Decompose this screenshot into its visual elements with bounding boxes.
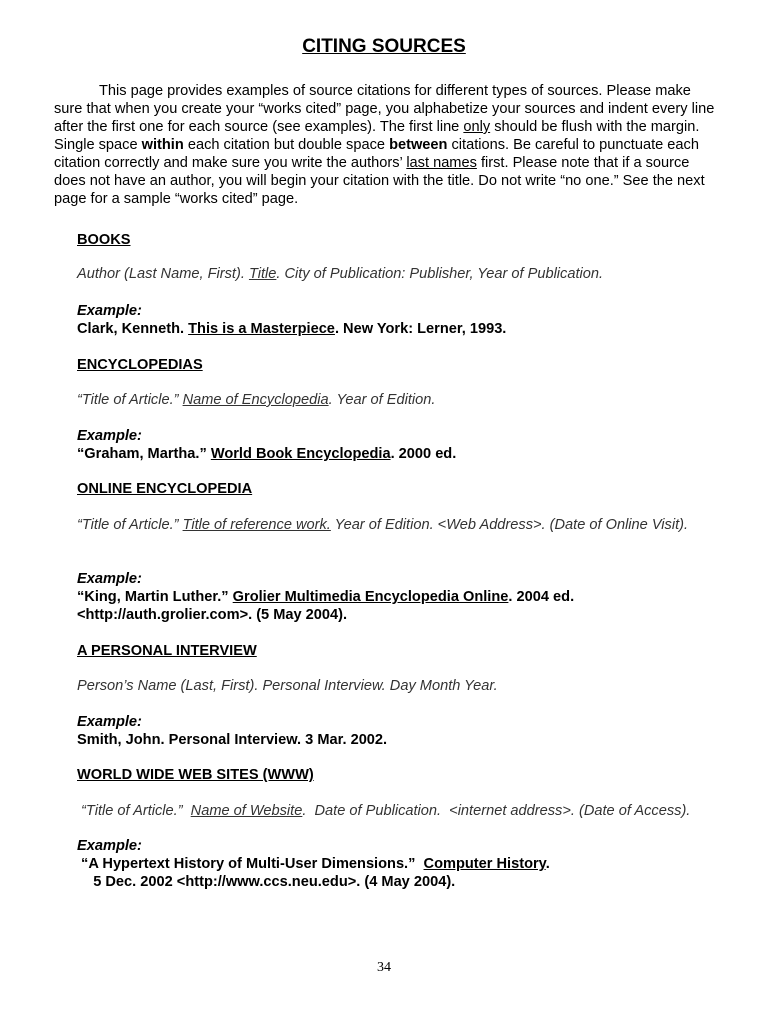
example-label: Example: xyxy=(77,714,142,730)
section-heading: WORLD WIDE WEB SITES (WWW) xyxy=(77,767,314,783)
format-text: . Year of Edition. xyxy=(328,392,436,408)
online-encyclopedia-format xyxy=(77,516,727,534)
encyclopedias-example xyxy=(77,427,727,463)
intro-paragraph xyxy=(54,82,722,208)
intro-text-2: should be flush with the margin. Single space xyxy=(54,119,700,153)
example-label: Example: xyxy=(77,303,142,319)
section-heading: ENCYCLOPEDIAS xyxy=(77,357,203,373)
interview-heading xyxy=(77,642,727,660)
page-title: CITING SOURCES xyxy=(302,36,466,57)
intro-between: between xyxy=(389,137,448,153)
books-format xyxy=(77,265,727,283)
intro-text-3: each citation but double space xyxy=(183,137,390,153)
format-title: Name of Website xyxy=(190,803,303,819)
intro-last-names: last names xyxy=(406,155,477,171)
example-citation xyxy=(77,855,727,873)
example-label: Example: xyxy=(77,838,142,854)
example-text: “King, Martin Luther.” xyxy=(77,589,233,605)
format-text: “Title of Article.” xyxy=(77,517,183,533)
www-format xyxy=(77,802,727,820)
format-text: Author (Last Name, First). xyxy=(77,266,249,282)
interview-example xyxy=(77,713,727,749)
format-text: “Title of Article.” xyxy=(77,803,191,819)
section-heading: BOOKS xyxy=(77,232,131,248)
books-heading xyxy=(77,231,727,249)
format-title: Title xyxy=(248,266,277,282)
intro-text-4: citations. Be careful to punctuate each citation correctly and make sure you write the authors’ xyxy=(54,137,699,171)
intro-text-5: first. Please note that if a source does not have an author, you will begin your citation with the title. Do not write “no one.” See the next page for a sample “works cited” page. xyxy=(54,155,705,207)
example-text: “Graham, Martha.” xyxy=(77,446,211,462)
example-citation xyxy=(77,588,727,606)
example-text: . 2000 ed. xyxy=(390,446,457,462)
example-title: Grolier Multimedia Encyclopedia Online xyxy=(232,589,509,605)
intro-within: within xyxy=(141,137,184,153)
example-label: Example: xyxy=(77,428,142,444)
example-text: . 2004 ed. xyxy=(508,589,575,605)
intro-text-1: This page provides examples of source citations for different types of sources. Please make sure that when you create your “works cited” page, you alphabetize your sources and indent every line after the first one for each source (see examples). The first line xyxy=(54,83,715,135)
example-title: This is a Masterpiece xyxy=(188,321,335,337)
online-encyclopedia-example xyxy=(77,570,727,624)
page-number: 34 xyxy=(377,960,391,975)
encyclopedias-format xyxy=(77,391,727,409)
format-text: Year of Edition. <Web Address>. (Date of Online Visit). xyxy=(330,517,689,533)
books-example xyxy=(77,302,727,338)
online-encyclopedia-heading xyxy=(77,480,727,498)
example-citation: Smith, John. Personal Interview. 3 Mar. 2002. xyxy=(77,732,388,748)
example-text: Clark, Kenneth. xyxy=(77,321,189,337)
format-title: Title of reference work. xyxy=(182,517,331,533)
format-text: . Date of Publication. <internet address>. (Date of Access). xyxy=(302,803,691,819)
example-citation-line2: 5 Dec. 2002 <http://www.ccs.neu.edu>. (4 May 2004). xyxy=(77,874,456,890)
example-text: . xyxy=(545,856,550,872)
format-text: “Title of Article.” xyxy=(77,392,183,408)
format-text: . City of Publication: Publisher, Year of Publication. xyxy=(276,266,604,282)
example-title: World Book Encyclopedia xyxy=(210,446,391,462)
intro-only: only xyxy=(463,119,491,135)
example-citation xyxy=(77,320,727,338)
example-title: Computer History xyxy=(423,856,546,872)
www-heading xyxy=(77,766,727,784)
format-title: Name of Encyclopedia xyxy=(182,392,329,408)
example-citation-line2: <http://auth.grolier.com>. (5 May 2004). xyxy=(77,607,348,623)
example-citation xyxy=(77,445,727,463)
section-heading: ONLINE ENCYCLOPEDIA xyxy=(77,481,253,497)
example-text: . New York: Lerner, 1993. xyxy=(334,321,507,337)
example-label: Example: xyxy=(77,571,142,587)
example-text: “A Hypertext History of Multi-User Dimensions.” xyxy=(77,856,424,872)
interview-format: Person’s Name (Last, First). Personal Interview. Day Month Year. xyxy=(77,678,498,694)
encyclopedias-heading xyxy=(77,356,727,374)
www-example xyxy=(77,837,727,891)
section-heading: A PERSONAL INTERVIEW xyxy=(77,643,257,659)
